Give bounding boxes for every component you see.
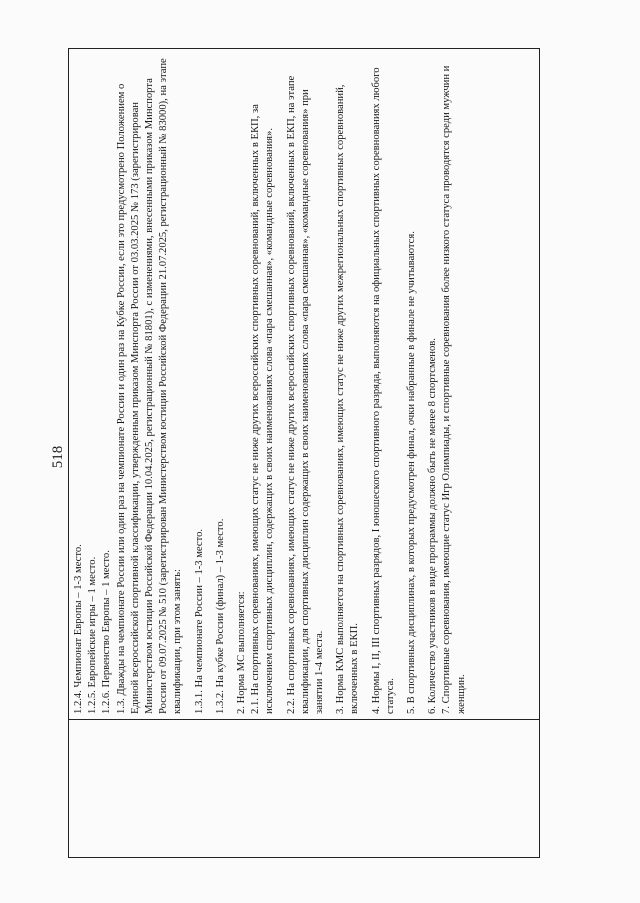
table-left-column <box>69 719 539 857</box>
item-1-2-5: 1.2.5. Европейские игры – 1 место. <box>87 556 99 714</box>
item-2-1: 2.1. На спортивных соревнованиях, имеющих статус не ниже других всероссийских спортивных соревнований, включенных в ЕКП, за исключением спортивных дисциплин, содержащих в своих наименованиях слова «пара смешанная», «командные соревнования». <box>250 104 276 714</box>
item-1-2-4: 1.2.4. Чемпионат Европы – 1-3 место. <box>73 544 84 714</box>
item-6: 6. Количество участников в виде программы должно быть не менее 8 спортсменов. <box>427 338 439 714</box>
item-1-2-6: 1.2.6. Первенство Европы – 1 место. <box>101 550 113 714</box>
item-7: 7. Спортивные соревнования, имеющие статус Игр Олимпиады, и спортивные соревнования более низкого статуса проводятся среди мужчин и женщин. <box>441 65 467 714</box>
table-right-column <box>69 49 539 719</box>
item-1-3-1: 1.3.1. На чемпионате России – 1-3 место. <box>193 528 205 714</box>
item-4: 4. Нормы I, II, III спортивных разрядов, I юношеского спортивного разряда, выполняются на официальных спортивных соревнованиях любого статуса. <box>370 67 396 714</box>
item-2-2: 2.2. На спортивных соревнованиях, имеющих статус не ниже других всероссийских спортивных соревнований, включенных в ЕКП, на этапе квалификации, для спортивных дисциплин содержащих в своих наименованиях слова «пара смешанная», «командные соревнования» при занятии 1-4 места. <box>285 75 326 714</box>
item-5: 5. В спортивных дисциплинах, в которых предусмотрен финал, очки набранные в финале не учитываются. <box>406 231 418 714</box>
rules-table <box>68 48 540 858</box>
item-1-3-2: 1.3.2. На кубке России (финал) – 1-3 место. <box>214 518 226 714</box>
page-number: 518 <box>50 445 66 469</box>
item-3: 3. Норма КМС выполняется на спортивных соревнованиях, имеющих статус не ниже других межрегиональных спортивных соревнований, включенных в ЕКП. <box>335 84 361 714</box>
item-1-3: 1.3. Дважды на чемпионате России или один раз на чемпионате России и один раз на Кубке России, если это предусмотрено Положением о Единой всероссийской спортивной классификации, утвержденным приказом Минспорта России от 03.03.2025 № 173 (зарегистрирован Министерством юстиции Российской Федерации 10.04.2025, регистрационный № 81801), с изменениями, внесенными приказом Минспорта России от 09.07.2025 № 510 (зарегистрирован Министерством юстиции Российской Федерации 21.07.2025, регистрационный № 83000), на этапе квалификации, при этом занять: <box>115 58 184 714</box>
item-2: 2. Норма МС выполняется: <box>236 591 248 714</box>
